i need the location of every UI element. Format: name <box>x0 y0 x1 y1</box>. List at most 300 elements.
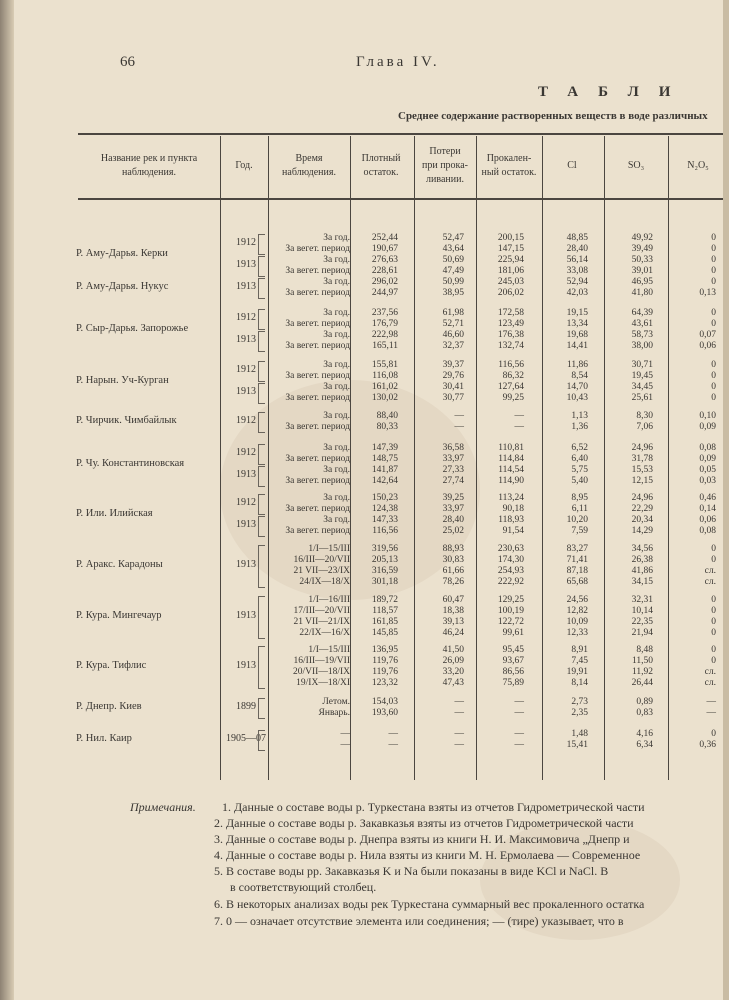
loss-cell: 61,66 <box>442 566 464 576</box>
so3-cell: 31,78 <box>631 454 653 464</box>
brace <box>258 331 265 352</box>
calcined-cell: 245,03 <box>497 277 524 287</box>
time-cell: Летом. <box>322 697 350 707</box>
n2o5-cell: 0,09 <box>699 422 716 432</box>
header-loss-line: при прока- <box>421 160 469 171</box>
brace <box>258 545 265 588</box>
note-line: 4. Данные о составе воды р. Нила взяты из книги М. Н. Ермолаева — Современное <box>214 848 641 862</box>
n2o5-cell: 0,08 <box>699 526 716 536</box>
n2o5-cell: 0,06 <box>699 515 716 525</box>
header-loss-line: Потери <box>429 146 461 157</box>
calcined-cell: 118,93 <box>498 515 524 525</box>
residue-cell: 123,32 <box>371 678 398 688</box>
n2o5-cell: 0 <box>711 255 716 265</box>
note-line: 6. В некоторых анализах воды рек Туркестана суммарный вес прокаленного остатка <box>214 897 645 911</box>
residue-cell: 155,81 <box>371 360 398 370</box>
calcined-cell: 90,18 <box>502 504 524 514</box>
river-name: Р. Днепр. Киев <box>76 701 142 712</box>
residue-cell: — <box>388 740 398 750</box>
so3-cell: 4,16 <box>636 729 653 739</box>
n2o5-cell: 0 <box>711 308 716 318</box>
so3-cell: 21,94 <box>631 628 653 638</box>
residue-cell: 142,64 <box>371 476 398 486</box>
so3-cell: 64,39 <box>631 308 653 318</box>
so3-cell: 10,14 <box>631 606 653 616</box>
time-cell: За вегет. период <box>285 476 350 486</box>
calcined-cell: 100,19 <box>497 606 524 616</box>
residue-cell: 252,44 <box>371 233 398 243</box>
note-line: 3. Данные о составе воды р. Днепра взяты из книги Н. И. Максимовича „Днепр и <box>214 832 630 846</box>
cl-cell: 11,86 <box>566 360 588 370</box>
year-cell: 1905—07 <box>226 733 266 744</box>
time-cell: За вегет. период <box>285 288 350 298</box>
river-name: Р. Аму-Дарья. Нукус <box>76 281 169 292</box>
n2o5-cell: — <box>706 697 716 707</box>
header-n2o5 <box>668 159 728 173</box>
year-cell: 1913 <box>236 334 256 345</box>
header-name-line: Название рек и пункта <box>100 153 198 164</box>
residue-cell: 150,23 <box>371 493 398 503</box>
cl-cell: 19,15 <box>566 308 588 318</box>
so3-cell: 26,44 <box>631 678 653 688</box>
n2o5-cell: 0 <box>711 595 716 605</box>
cl-cell: 6,40 <box>571 454 588 464</box>
loss-cell: 46,24 <box>442 628 464 638</box>
time-cell: За вегет. период <box>285 422 350 432</box>
residue-cell: 88,40 <box>376 411 398 421</box>
cl-cell: 42,03 <box>566 288 588 298</box>
cl-cell: 8,14 <box>571 678 588 688</box>
time-cell: За год. <box>323 465 350 475</box>
loss-cell: 33,20 <box>442 667 464 677</box>
residue-cell: 119,76 <box>372 667 398 677</box>
header-year-line: Год. <box>235 160 253 171</box>
loss-cell: 43,64 <box>442 244 464 254</box>
time-cell: За год. <box>323 493 350 503</box>
cl-cell: 83,27 <box>566 544 588 554</box>
header-time-line: наблюдения. <box>282 167 336 178</box>
cl-cell: 56,14 <box>566 255 588 265</box>
brace <box>258 412 265 433</box>
n2o5-cell: сл. <box>704 667 716 677</box>
column-divider <box>476 136 477 780</box>
so3-cell: 34,15 <box>631 577 653 587</box>
cl-cell: 8,91 <box>571 645 588 655</box>
loss-cell: 38,95 <box>442 288 464 298</box>
cl-cell: 14,41 <box>566 341 588 351</box>
loss-cell: 47,43 <box>442 678 464 688</box>
time-cell: 16/III—19/VII <box>293 656 350 666</box>
note-line: 1. Данные о составе воды р. Туркестана взяты из отчетов Гидрометрической части <box>222 800 645 814</box>
time-cell: — <box>340 740 350 750</box>
loss-cell: 78,26 <box>442 577 464 587</box>
time-cell: 16/III—20/VII <box>293 555 350 565</box>
loss-cell: 52,47 <box>442 233 464 243</box>
brace <box>258 698 265 719</box>
residue-cell: 130,02 <box>371 393 398 403</box>
cl-cell: 19,91 <box>566 667 588 677</box>
so3-cell: 22,35 <box>631 617 653 627</box>
so3-cell: 30,71 <box>631 360 653 370</box>
cl-cell: 10,09 <box>566 617 588 627</box>
note-line: 7. 0 — означает отсутствие элемента или соединения; — (тире) указывает, что в <box>214 914 624 928</box>
loss-cell: 39,13 <box>442 617 464 627</box>
time-cell: За вегет. период <box>285 526 350 536</box>
residue-cell: 145,85 <box>371 628 398 638</box>
header-bottom-rule <box>78 198 724 200</box>
so3-cell: 32,31 <box>631 595 653 605</box>
header-cl-line: Cl <box>567 160 577 171</box>
year-cell: 1913 <box>236 259 256 270</box>
column-divider <box>414 136 415 780</box>
n2o5-cell: 0,13 <box>699 288 716 298</box>
cl-cell: 65,68 <box>566 577 588 587</box>
calcined-cell: 99,61 <box>502 628 524 638</box>
calcined-cell: — <box>514 697 524 707</box>
residue-cell: 193,60 <box>371 708 398 718</box>
loss-cell: 47,49 <box>442 266 464 276</box>
loss-cell: 18,38 <box>442 606 464 616</box>
time-cell: За вегет. период <box>285 244 350 254</box>
so3-cell: 25,61 <box>631 393 653 403</box>
n2o5-cell: — <box>706 708 716 718</box>
so3-cell: 8,30 <box>636 411 653 421</box>
header-loss <box>414 145 476 187</box>
header-residue <box>350 152 412 180</box>
column-divider <box>542 136 543 780</box>
residue-cell: 148,75 <box>371 454 398 464</box>
loss-cell: 50,99 <box>442 277 464 287</box>
note-line: в соответствующий столбец. <box>230 880 377 894</box>
time-cell: 19/IX—18/XI <box>296 678 350 688</box>
so3-cell: 58,73 <box>631 330 653 340</box>
so3-cell: 0,89 <box>636 697 653 707</box>
river-name: Р. Сыр-Дарья. Запорожье <box>76 323 189 334</box>
calcined-cell: 110,81 <box>498 443 524 453</box>
so3-cell: 34,45 <box>631 382 653 392</box>
n2o5-cell: 0,36 <box>699 740 716 750</box>
residue-cell: 124,38 <box>371 504 398 514</box>
calcined-cell: 114,90 <box>498 476 524 486</box>
calcined-cell: 114,84 <box>498 454 524 464</box>
n2o5-cell: 0,09 <box>699 454 716 464</box>
time-cell: 1/I—15/III <box>308 544 350 554</box>
river-name: Р. Или. Илийская <box>76 508 153 519</box>
header-time-line: Время <box>295 153 323 164</box>
residue-cell: 119,76 <box>372 656 398 666</box>
calcined-cell: — <box>514 708 524 718</box>
cl-cell: 12,82 <box>566 606 588 616</box>
calcined-cell: 230,63 <box>497 544 524 554</box>
header-loss-line: ливании. <box>426 174 464 185</box>
time-cell: За год. <box>323 411 350 421</box>
n2o5-cell: 0,10 <box>699 411 716 421</box>
brace <box>258 466 265 487</box>
calcined-cell: 254,93 <box>497 566 524 576</box>
so3-cell: 39,49 <box>631 244 653 254</box>
calcined-cell: 147,15 <box>497 244 524 254</box>
loss-cell: 30,83 <box>442 555 464 565</box>
residue-cell: 154,03 <box>371 697 398 707</box>
residue-cell: 161,85 <box>371 617 398 627</box>
year-cell: 1913 <box>236 610 256 621</box>
calcined-cell: — <box>514 411 524 421</box>
year-cell: 1912 <box>236 237 256 248</box>
calcined-cell: 95,45 <box>502 645 524 655</box>
table-title: ТАБЛИ <box>538 84 691 100</box>
time-cell: За год. <box>323 330 350 340</box>
so3-cell: 24,96 <box>631 443 653 453</box>
so3-cell: 34,56 <box>631 544 653 554</box>
n2o5-cell: 0 <box>711 244 716 254</box>
loss-cell: 50,69 <box>442 255 464 265</box>
calcined-cell: 114,54 <box>498 465 524 475</box>
time-cell: За год. <box>323 233 350 243</box>
time-cell: За вегет. период <box>285 504 350 514</box>
notes-title: Примечания. <box>130 800 196 814</box>
loss-cell: 88,93 <box>442 544 464 554</box>
header-name-line: наблюдения. <box>122 167 176 178</box>
calcined-cell: 91,54 <box>502 526 524 536</box>
table-top-rule <box>78 133 724 135</box>
so3-cell: 12,15 <box>631 476 653 486</box>
residue-cell: 244,97 <box>371 288 398 298</box>
year-cell: 1912 <box>236 497 256 508</box>
cl-cell: 13,34 <box>566 319 588 329</box>
brace <box>258 309 265 330</box>
calcined-cell: 225,94 <box>497 255 524 265</box>
so3-cell: 50,33 <box>631 255 653 265</box>
so3-cell: 41,80 <box>631 288 653 298</box>
year-cell: 1913 <box>236 281 256 292</box>
n2o5-cell: сл. <box>704 678 716 688</box>
calcined-cell: 99,25 <box>502 393 524 403</box>
cl-cell: 19,68 <box>566 330 588 340</box>
so3-cell: 38,00 <box>631 341 653 351</box>
calcined-cell: 113,24 <box>498 493 524 503</box>
calcined-cell: 222,92 <box>497 577 524 587</box>
residue-cell: 161,02 <box>371 382 398 392</box>
brace <box>258 234 265 255</box>
river-name: Р. Кура. Тифлис <box>76 660 147 671</box>
column-divider <box>668 136 669 780</box>
time-cell: 22/IX—16/X <box>299 628 350 638</box>
cl-cell: 8,95 <box>571 493 588 503</box>
so3-cell: 39,01 <box>631 266 653 276</box>
header-residue-line: Плотный <box>361 153 401 164</box>
time-cell: За год. <box>323 515 350 525</box>
n2o5-cell: 0 <box>711 617 716 627</box>
n2o5-cell: сл. <box>704 577 716 587</box>
cl-cell: 24,56 <box>566 595 588 605</box>
calcined-cell: 123,49 <box>497 319 524 329</box>
brace <box>258 516 265 537</box>
calcined-cell: 116,56 <box>498 360 524 370</box>
calcined-cell: 174,30 <box>497 555 524 565</box>
so3-cell: 6,34 <box>636 740 653 750</box>
n2o5-cell: 0 <box>711 555 716 565</box>
loss-cell: 39,25 <box>442 493 464 503</box>
calcined-cell: 132,74 <box>497 341 524 351</box>
n2o5-cell: 0,08 <box>699 443 716 453</box>
year-cell: 1912 <box>236 312 256 323</box>
n2o5-cell: 0 <box>711 606 716 616</box>
river-name: Р. Аму-Дарья. Керки <box>76 248 168 259</box>
loss-cell: 29,76 <box>442 371 464 381</box>
year-cell: 1913 <box>236 519 256 530</box>
cl-cell: 71,41 <box>566 555 588 565</box>
calcined-cell: 93,67 <box>502 656 524 666</box>
n2o5-cell: 0,06 <box>699 341 716 351</box>
loss-cell: — <box>454 411 464 421</box>
river-name: Р. Чирчик. Чимбайлык <box>76 415 177 426</box>
cl-cell: 33,08 <box>566 266 588 276</box>
time-cell: За вегет. период <box>285 266 350 276</box>
loss-cell: 28,40 <box>442 515 464 525</box>
cl-cell: 14,70 <box>566 382 588 392</box>
so3-cell: 19,45 <box>631 371 653 381</box>
loss-cell: 41,50 <box>442 645 464 655</box>
n2o5-cell: 0 <box>711 656 716 666</box>
year-cell: 1913 <box>236 559 256 570</box>
header-time <box>268 152 350 180</box>
brace <box>258 361 265 382</box>
header-so3 <box>604 159 668 173</box>
brace <box>258 596 265 639</box>
header-calcined-line: ный остаток. <box>481 167 537 178</box>
residue-cell: 189,72 <box>371 595 398 605</box>
so3-cell: 41,86 <box>631 566 653 576</box>
cl-cell: 10,43 <box>566 393 588 403</box>
year-cell: 1913 <box>236 469 256 480</box>
cl-cell: 15,41 <box>566 740 588 750</box>
so3-cell: 26,38 <box>631 555 653 565</box>
table-subtitle: Среднее содержание растворенных веществ в воде различных <box>398 110 708 122</box>
time-cell: За вегет. период <box>285 371 350 381</box>
cl-cell: 1,48 <box>571 729 588 739</box>
loss-cell: 25,02 <box>442 526 464 536</box>
cl-cell: 48,85 <box>566 233 588 243</box>
time-cell: За год. <box>323 308 350 318</box>
loss-cell: 52,71 <box>442 319 464 329</box>
loss-cell: 32,37 <box>442 341 464 351</box>
residue-cell: 116,08 <box>372 371 398 381</box>
n2o5-cell: 0,14 <box>699 504 716 514</box>
n2o5-cell: сл. <box>704 566 716 576</box>
n2o5-cell: 0 <box>711 645 716 655</box>
river-name: Р. Чу. Константиновская <box>76 458 185 469</box>
cl-cell: 6,52 <box>571 443 588 453</box>
so3-cell: 11,92 <box>631 667 653 677</box>
loss-cell: — <box>454 708 464 718</box>
cl-cell: 87,18 <box>566 566 588 576</box>
n2o5-cell: 0 <box>711 277 716 287</box>
note-line: 5. В составе воды рр. Закавказья K и Na были показаны в виде KCl и NaCl. В <box>214 864 609 878</box>
cl-cell: 28,40 <box>566 244 588 254</box>
calcined-cell: — <box>514 740 524 750</box>
loss-cell: 33,97 <box>442 504 464 514</box>
so3-cell: 46,95 <box>631 277 653 287</box>
calcined-cell: 129,25 <box>497 595 524 605</box>
loss-cell: 39,37 <box>442 360 464 370</box>
column-divider <box>350 136 351 780</box>
calcined-cell: — <box>514 729 524 739</box>
n2o5-cell: 0 <box>711 266 716 276</box>
time-cell: За год. <box>323 443 350 453</box>
n2o5-cell: 0,05 <box>699 465 716 475</box>
time-cell: 17/III—20/VII <box>293 606 350 616</box>
residue-cell: 190,67 <box>371 244 398 254</box>
residue-cell: 80,33 <box>376 422 398 432</box>
n2o5-cell: 0 <box>711 628 716 638</box>
n2o5-cell: 0,07 <box>699 330 716 340</box>
header-residue-line: остаток. <box>363 167 399 178</box>
chapter-heading: Глава IV. <box>356 54 440 70</box>
loss-cell: 46,60 <box>442 330 464 340</box>
time-cell: Январь. <box>318 708 350 718</box>
calcined-cell: 172,58 <box>497 308 524 318</box>
river-name: Р. Нарын. Уч-Курган <box>76 375 169 386</box>
time-cell: 1/I—15/III <box>308 645 350 655</box>
time-cell: 1/I—16/III <box>308 595 350 605</box>
residue-cell: 147,39 <box>371 443 398 453</box>
residue-cell: 316,59 <box>371 566 398 576</box>
time-cell: — <box>340 729 350 739</box>
time-cell: 20/VII—18/IX <box>293 667 350 677</box>
brace <box>258 256 265 277</box>
cl-cell: 1,36 <box>571 422 588 432</box>
header-n2o5-line: N₂O₅ <box>687 160 709 171</box>
year-cell: 1912 <box>236 364 256 375</box>
cl-cell: 1,13 <box>571 411 588 421</box>
year-cell: 1899 <box>236 701 256 712</box>
residue-cell: 222,98 <box>371 330 398 340</box>
residue-cell: 319,56 <box>371 544 398 554</box>
residue-cell: 228,61 <box>371 266 398 276</box>
time-cell: За год. <box>323 382 350 392</box>
column-divider <box>220 136 221 780</box>
loss-cell: 61,98 <box>442 308 464 318</box>
residue-cell: — <box>388 729 398 739</box>
river-name: Р. Аракс. Карадоны <box>76 559 163 570</box>
header-so3-line: SO₃ <box>627 160 645 171</box>
loss-cell: 27,33 <box>442 465 464 475</box>
calcined-cell: 122,72 <box>497 617 524 627</box>
cl-cell: 8,54 <box>571 371 588 381</box>
brace <box>258 730 265 751</box>
header-calcined <box>476 152 542 180</box>
calcined-cell: 176,38 <box>497 330 524 340</box>
time-cell: За вегет. период <box>285 454 350 464</box>
cl-cell: 10,20 <box>566 515 588 525</box>
brace <box>258 444 265 465</box>
calcined-cell: 75,89 <box>502 678 524 688</box>
calcined-cell: 127,64 <box>497 382 524 392</box>
n2o5-cell: 0 <box>711 371 716 381</box>
so3-cell: 20,34 <box>631 515 653 525</box>
loss-cell: 36,58 <box>442 443 464 453</box>
header-year <box>222 159 266 173</box>
calcined-cell: 206,02 <box>497 288 524 298</box>
n2o5-cell: 0 <box>711 382 716 392</box>
so3-cell: 22,29 <box>631 504 653 514</box>
n2o5-cell: 0,03 <box>699 476 716 486</box>
brace <box>258 646 265 689</box>
year-cell: 1912 <box>236 415 256 426</box>
n2o5-cell: 0,46 <box>699 493 716 503</box>
residue-cell: 205,13 <box>371 555 398 565</box>
time-cell: 24/IX—18/X <box>299 577 350 587</box>
